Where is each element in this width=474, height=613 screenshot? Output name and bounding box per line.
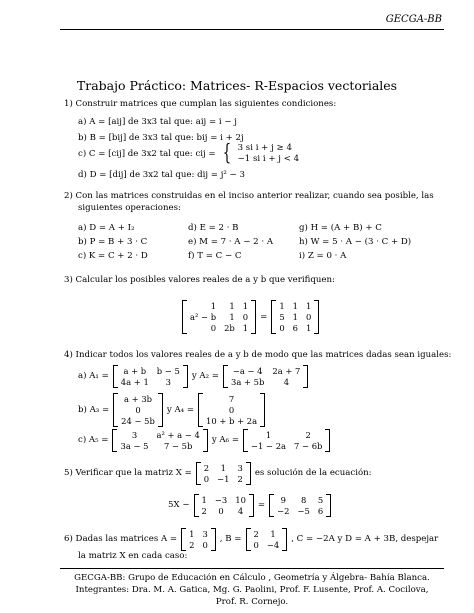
matrix-body <box>118 365 183 388</box>
q4-a-matrix2 <box>223 365 308 388</box>
matrix-entry: 1 <box>229 301 235 311</box>
matrix-entry: 1 <box>242 301 249 311</box>
matrix-bracket <box>282 528 287 551</box>
matrix-entry: −4 <box>266 540 280 550</box>
q2-op-c: c) K = C + 2 · D <box>78 251 148 261</box>
q4-b-matrix1 <box>113 393 163 427</box>
q1-item-c-cases <box>238 144 300 163</box>
q1-item-c-lead: c) C = [cij] de 3x2 tal que: cij = <box>78 148 216 159</box>
matrix-entry: 1 <box>201 495 207 505</box>
q2-op-f: f) T = C − C <box>188 251 242 261</box>
q5-equals: = <box>257 500 266 511</box>
matrix-entry: a² + a − 4 <box>156 430 200 440</box>
matrix-bracket <box>158 393 163 427</box>
matrix-entry: 0 <box>228 405 235 415</box>
matrix-entry: 1 <box>279 301 285 311</box>
q4-c-mid: y A₆ = <box>211 435 240 446</box>
matrix-entry: −1 <box>217 474 230 484</box>
matrix-entry: 1 <box>270 529 276 539</box>
matrix-entry: b − 5 <box>156 366 180 376</box>
q2-op-i: i) Z = 0 · A <box>299 251 347 261</box>
q6-stem <box>64 528 438 551</box>
q4-item-b <box>78 393 265 427</box>
matrix-bracket <box>249 494 254 517</box>
matrix-entry: 1 <box>220 463 226 473</box>
q5-stem <box>64 462 372 485</box>
q6-tail: , C = −2A y D = A + 3B, despejar <box>291 534 439 545</box>
q5-lead: 5X − <box>168 500 190 511</box>
q4-b-mid: y A₄ = <box>166 404 195 415</box>
matrix-entry: −a − 4 <box>232 366 263 376</box>
matrix-entry: 0 <box>253 540 259 550</box>
q5-equation <box>168 494 331 517</box>
q1-item-b: b) B = [bij] de 3x3 tal que: bij = i + 2j <box>78 133 244 143</box>
q2-op-g: g) H = (A + B) + C <box>299 223 382 233</box>
matrix-body <box>186 528 211 551</box>
matrix-body <box>117 429 202 452</box>
matrix-entry: 4 <box>237 506 244 516</box>
q3-right-matrix <box>271 300 319 334</box>
q6-lead: 6) Dadas las matrices A = <box>64 534 178 545</box>
matrix-body <box>276 300 314 334</box>
matrix-entry: 0 <box>202 540 208 550</box>
q4-item-c <box>78 429 330 452</box>
matrix-entry: 1 <box>265 430 272 440</box>
q6-a-matrix <box>181 528 216 551</box>
q2-op-a: a) D = A + I₂ <box>78 223 135 233</box>
matrix-entry: 7 − 5b <box>163 441 193 451</box>
matrix-entry: 2 <box>189 540 195 550</box>
matrix-body <box>199 494 249 517</box>
matrix-entry: a² − b <box>190 312 217 322</box>
matrix-bracket <box>246 462 251 485</box>
matrix-entry: −5 <box>297 506 310 516</box>
matrix-bracket <box>325 429 330 452</box>
q2-op-h: h) W = 5 · A − (3 · C + D) <box>299 237 412 247</box>
matrix-entry: 3 <box>202 529 208 539</box>
q4-b-lead: b) A₃ = <box>78 404 110 415</box>
matrix-body <box>203 393 260 427</box>
q2-stem-line2: siguientes operaciones: <box>78 203 181 213</box>
q5-x-matrix <box>196 462 251 485</box>
matrix-bracket <box>314 300 319 334</box>
matrix-entry: 1 <box>189 529 195 539</box>
matrix-entry: 6 <box>317 506 324 516</box>
q1-stem: 1) Construir matrices que cumplan las siguientes condiciones: <box>64 99 337 109</box>
q4-c-matrix2 <box>243 429 330 452</box>
matrix-entry: 5 <box>279 312 285 322</box>
matrix-body <box>118 393 158 427</box>
q1-item-d: d) D = [dij] de 3x2 tal que: dij = j² − 3 <box>78 170 245 180</box>
q4-a-mid: y A₂ = <box>191 371 219 382</box>
matrix-entry: 5 <box>317 495 324 505</box>
matrix-body <box>274 494 326 517</box>
q1-item-c-case2: −1 si i + j < 4 <box>237 154 300 164</box>
matrix-entry: 9 <box>280 495 286 505</box>
matrix-entry: 0 <box>242 312 249 322</box>
matrix-entry: 1 <box>306 323 312 333</box>
q5-matrix1 <box>194 494 254 517</box>
q3-equation <box>182 300 319 334</box>
matrix-entry: 1 <box>242 323 249 333</box>
matrix-bracket <box>260 393 265 427</box>
matrix-entry: 3 <box>237 463 243 473</box>
matrix-entry: 1 <box>210 301 217 311</box>
matrix-entry: 4 <box>283 377 290 387</box>
matrix-entry: a + b <box>123 366 147 376</box>
matrix-entry: 10 + b + 2a <box>206 416 258 426</box>
matrix-entry: 10 <box>235 495 246 505</box>
q1-item-c <box>78 143 299 165</box>
matrix-entry: 0 <box>135 405 141 415</box>
matrix-entry: 0 <box>210 323 217 333</box>
matrix-entry: 2b <box>224 323 235 333</box>
matrix-entry: 2a + 7 <box>272 366 301 376</box>
q2-op-e: e) M = 7 · A − 2 · A <box>188 237 274 247</box>
matrix-bracket <box>326 494 331 517</box>
q6-b-matrix <box>246 528 288 551</box>
q3-stem: 3) Calcular los posibles valores reales de a y b que verifiquen: <box>64 275 335 285</box>
q2-stem-line1: 2) Con las matrices construidas en el inciso anterior realizar, cuando sea posible, las <box>64 191 434 201</box>
q6-line2: la matriz X en cada caso: <box>78 551 188 561</box>
q2-op-b: b) P = B + 3 · C <box>78 237 148 247</box>
q5-matrix2 <box>269 494 331 517</box>
matrix-entry: 0 <box>306 312 312 322</box>
matrix-bracket <box>183 365 188 388</box>
matrix-entry: 0 <box>203 474 210 484</box>
matrix-entry: 0 <box>279 323 285 333</box>
matrix-body <box>251 528 283 551</box>
header-label: GECGA-BB <box>385 14 442 25</box>
brace-glyph: { <box>222 141 231 166</box>
matrix-entry: 7 − 6b <box>294 441 323 451</box>
matrix-entry: 2 <box>305 430 311 440</box>
header-rule <box>60 29 444 30</box>
footer-line1: GECGA-BB: Grupo de Educación en Cálculo , Geometría y Álgebra- Bahía Blanca. <box>74 573 430 583</box>
q4-a-matrix1 <box>113 365 188 388</box>
matrix-entry: 1 <box>229 312 235 322</box>
matrix-entry: 1 <box>306 301 312 311</box>
footer <box>60 572 444 608</box>
matrix-bracket <box>203 429 208 452</box>
matrix-entry: 3a + 5b <box>231 377 265 387</box>
matrix-entry: 3a − 5 <box>120 441 149 451</box>
q1-item-c-case1: 3 si i + j ≥ 4 <box>237 143 292 154</box>
q6-mid: , B = <box>219 534 242 545</box>
footer-rule <box>60 568 444 569</box>
matrix-bracket <box>211 528 216 551</box>
matrix-bracket <box>303 365 308 388</box>
matrix-entry: 8 <box>300 495 307 505</box>
matrix-entry: 2 <box>203 463 210 473</box>
matrix-entry: −2 <box>277 506 290 516</box>
matrix-entry: 4a + 1 <box>120 377 149 387</box>
matrix-entry: 1 <box>292 312 298 322</box>
matrix-entry: a + 3b <box>124 394 153 404</box>
matrix-body <box>228 365 303 388</box>
matrix-entry: 6 <box>292 323 298 333</box>
matrix-bracket <box>251 300 256 334</box>
q4-c-lead: c) A₅ = <box>78 435 109 446</box>
page-title: Trabajo Práctico: Matrices- R-Espacios vectoriales <box>76 78 398 93</box>
q4-stem: 4) Indicar todos los valores reales de a y b de modo que las matrices dadas sean iguales: <box>64 350 452 360</box>
matrix-entry: 0 <box>218 506 224 516</box>
q3-left-matrix <box>182 300 256 334</box>
q5-stem-a: 5) Verificar que la matriz X = <box>64 468 192 479</box>
matrix-entry: −3 <box>214 495 228 505</box>
matrix-entry: 3 <box>131 430 138 440</box>
matrix-entry: 2 <box>201 506 207 516</box>
q1-item-a: a) A = [aij] de 3x3 tal que: aij = i − j <box>78 117 237 127</box>
footer-line2: Integrantes: Dra. M. A. Gatica, Mg. G. Paolini, Prof. F. Lusente, Prof. A. Cocilova, <box>75 585 429 595</box>
matrix-entry: 2 <box>253 529 259 539</box>
matrix-body <box>248 429 325 452</box>
matrix-entry: 7 <box>228 394 235 404</box>
q2-op-d: d) E = 2 · B <box>188 223 239 233</box>
matrix-entry: 1 <box>292 301 298 311</box>
q5-stem-b: es solución de la ecuación: <box>254 468 372 479</box>
footer-line3: Prof. R. Cornejo. <box>215 597 289 607</box>
matrix-body <box>201 462 246 485</box>
q4-a-lead: a) A₁ = <box>78 371 109 382</box>
q4-item-a <box>78 365 308 388</box>
matrix-entry: 24 − 5b <box>121 416 155 426</box>
q4-c-matrix1 <box>112 429 207 452</box>
matrix-entry: 2 <box>237 474 243 484</box>
matrix-entry: 3 <box>165 377 171 387</box>
q4-b-matrix2 <box>198 393 265 427</box>
matrix-body <box>187 300 251 334</box>
q3-equals: = <box>260 311 268 322</box>
matrix-entry: −1 − 2a <box>251 441 287 451</box>
